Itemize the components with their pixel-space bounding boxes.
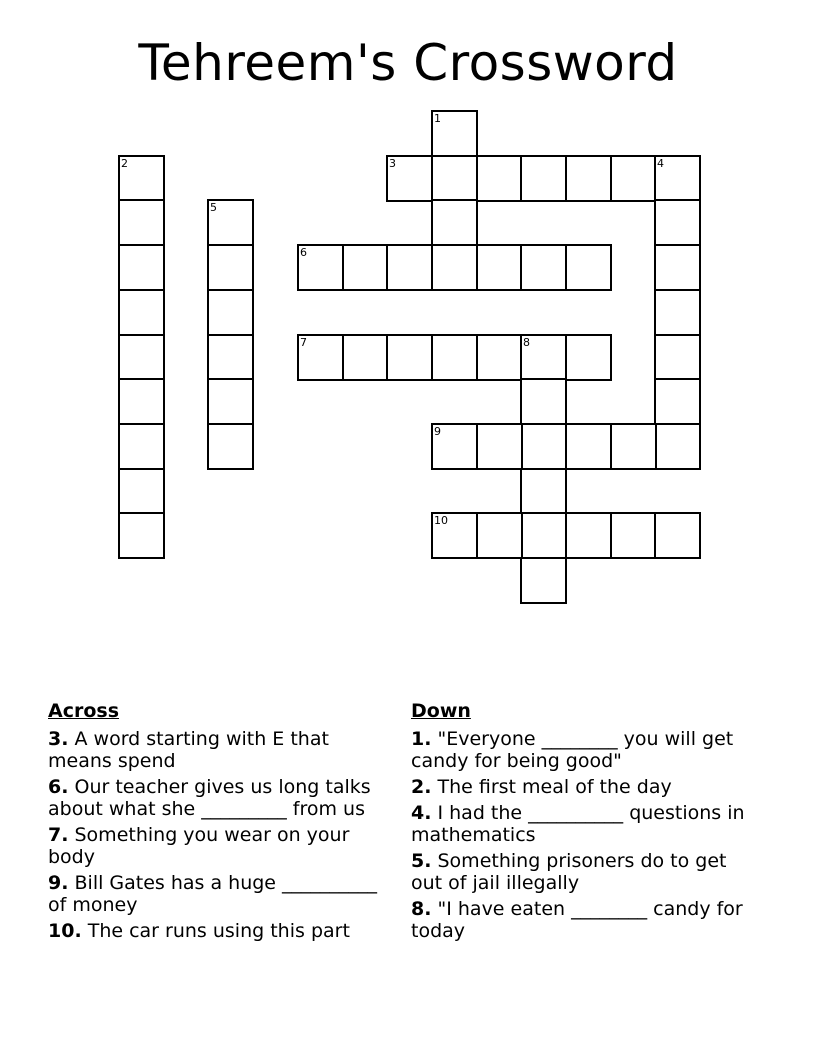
grid-cell[interactable] bbox=[342, 334, 389, 381]
grid-cell[interactable] bbox=[118, 512, 165, 559]
clue-number: 8. bbox=[411, 898, 432, 920]
grid-cell[interactable] bbox=[431, 334, 478, 381]
grid-cell[interactable] bbox=[476, 244, 523, 291]
grid-cell[interactable] bbox=[654, 378, 701, 425]
grid-cell[interactable] bbox=[431, 110, 478, 157]
across-clue-3 bbox=[48, 728, 398, 772]
grid-cell[interactable] bbox=[610, 423, 657, 470]
grid-cell[interactable] bbox=[654, 289, 701, 336]
grid-cell[interactable] bbox=[386, 244, 433, 291]
clue-number: 5. bbox=[411, 850, 432, 872]
grid-cell[interactable] bbox=[342, 244, 389, 291]
down-clue-5 bbox=[411, 850, 756, 894]
grid-cell[interactable] bbox=[654, 244, 701, 291]
page-title: Tehreem's Crossword bbox=[138, 34, 678, 92]
grid-cell[interactable] bbox=[565, 512, 612, 559]
cell-number: 7 bbox=[300, 336, 307, 349]
down-clue-8 bbox=[411, 898, 756, 942]
grid-cell[interactable] bbox=[118, 244, 165, 291]
clue-number: 2. bbox=[411, 776, 432, 798]
grid-cell[interactable] bbox=[118, 289, 165, 336]
down-clue-4 bbox=[411, 802, 756, 846]
grid-cell[interactable] bbox=[520, 155, 567, 202]
grid-cell[interactable] bbox=[520, 334, 567, 381]
clue-text: The car runs using this part bbox=[87, 920, 350, 942]
grid-cell[interactable] bbox=[610, 512, 657, 559]
cell-number: 6 bbox=[300, 246, 307, 259]
grid-cell[interactable] bbox=[118, 468, 165, 515]
across-clue-10 bbox=[48, 920, 398, 942]
clue-text: The first meal of the day bbox=[437, 776, 672, 798]
clue-text: Our teacher gives us long talks about what she _________ from us bbox=[48, 776, 371, 820]
grid-cell[interactable] bbox=[565, 423, 612, 470]
grid-cell[interactable] bbox=[431, 244, 478, 291]
grid-cell[interactable] bbox=[654, 423, 701, 470]
grid-cell[interactable] bbox=[520, 468, 567, 515]
grid-cell[interactable] bbox=[118, 199, 165, 246]
across-clue-6 bbox=[48, 776, 398, 820]
grid-cell[interactable] bbox=[654, 334, 701, 381]
cell-number: 9 bbox=[434, 425, 441, 438]
grid-cell[interactable] bbox=[431, 423, 478, 470]
grid-cell[interactable] bbox=[207, 289, 254, 336]
across-clue-7 bbox=[48, 824, 398, 868]
grid-cell[interactable] bbox=[654, 155, 701, 202]
grid-cell[interactable] bbox=[431, 512, 478, 559]
grid-cell[interactable] bbox=[386, 155, 433, 202]
cell-number: 10 bbox=[434, 514, 448, 527]
grid-cell[interactable] bbox=[520, 423, 567, 470]
down-heading: Down bbox=[411, 700, 471, 722]
down-clue-2 bbox=[411, 776, 756, 798]
down-clue-1 bbox=[411, 728, 756, 772]
clue-number: 3. bbox=[48, 728, 69, 750]
across-clue-9 bbox=[48, 872, 398, 916]
grid-cell[interactable] bbox=[207, 423, 254, 470]
clue-text: Something you wear on your body bbox=[48, 824, 350, 868]
clue-text: A word starting with E that means spend bbox=[48, 728, 329, 772]
cell-number: 5 bbox=[210, 201, 217, 214]
grid-cell[interactable] bbox=[297, 334, 344, 381]
grid-cell[interactable] bbox=[118, 334, 165, 381]
grid-cell[interactable] bbox=[207, 199, 254, 246]
grid-cell[interactable] bbox=[520, 557, 567, 604]
grid-cell[interactable] bbox=[654, 199, 701, 246]
clue-number: 6. bbox=[48, 776, 69, 798]
grid-cell[interactable] bbox=[565, 155, 612, 202]
cell-number: 3 bbox=[389, 157, 396, 170]
clue-number: 9. bbox=[48, 872, 69, 894]
clue-number: 1. bbox=[411, 728, 432, 750]
cell-number: 4 bbox=[657, 157, 664, 170]
cell-number: 2 bbox=[121, 157, 128, 170]
cell-number: 8 bbox=[523, 336, 530, 349]
grid-cell[interactable] bbox=[565, 244, 612, 291]
grid-cell[interactable] bbox=[431, 155, 478, 202]
clue-text: Bill Gates has a huge __________ of money bbox=[48, 872, 378, 916]
grid-cell[interactable] bbox=[476, 512, 523, 559]
grid-cell[interactable] bbox=[207, 244, 254, 291]
grid-cell[interactable] bbox=[476, 423, 523, 470]
grid-cell[interactable] bbox=[654, 512, 701, 559]
grid-cell[interactable] bbox=[207, 378, 254, 425]
clue-text: "I have eaten ________ candy for today bbox=[411, 898, 743, 942]
grid-cell[interactable] bbox=[431, 199, 478, 246]
grid-cell[interactable] bbox=[297, 244, 344, 291]
grid-cell[interactable] bbox=[610, 155, 657, 202]
clue-number: 10. bbox=[48, 920, 82, 942]
across-clues bbox=[48, 700, 398, 946]
clue-number: 7. bbox=[48, 824, 69, 846]
clue-text: I had the __________ questions in mathematics bbox=[411, 802, 745, 846]
grid-cell[interactable] bbox=[520, 244, 567, 291]
cell-number: 1 bbox=[434, 112, 441, 125]
clue-number: 4. bbox=[411, 802, 432, 824]
down-clues bbox=[411, 700, 756, 946]
across-heading: Across bbox=[48, 700, 120, 722]
grid-cell[interactable] bbox=[476, 155, 523, 202]
grid-cell[interactable] bbox=[520, 512, 567, 559]
clue-text: "Everyone ________ you will get candy for being good" bbox=[411, 728, 734, 772]
grid-cell[interactable] bbox=[520, 378, 567, 425]
grid-cell[interactable] bbox=[118, 423, 165, 470]
clue-text: Something prisoners do to get out of jail illegally bbox=[411, 850, 727, 894]
grid-cell[interactable] bbox=[565, 334, 612, 381]
grid-cell[interactable] bbox=[207, 334, 254, 381]
grid-cell[interactable] bbox=[476, 334, 523, 381]
grid-cell[interactable] bbox=[118, 155, 165, 202]
grid-cell[interactable] bbox=[118, 378, 165, 425]
grid-cell[interactable] bbox=[386, 334, 433, 381]
